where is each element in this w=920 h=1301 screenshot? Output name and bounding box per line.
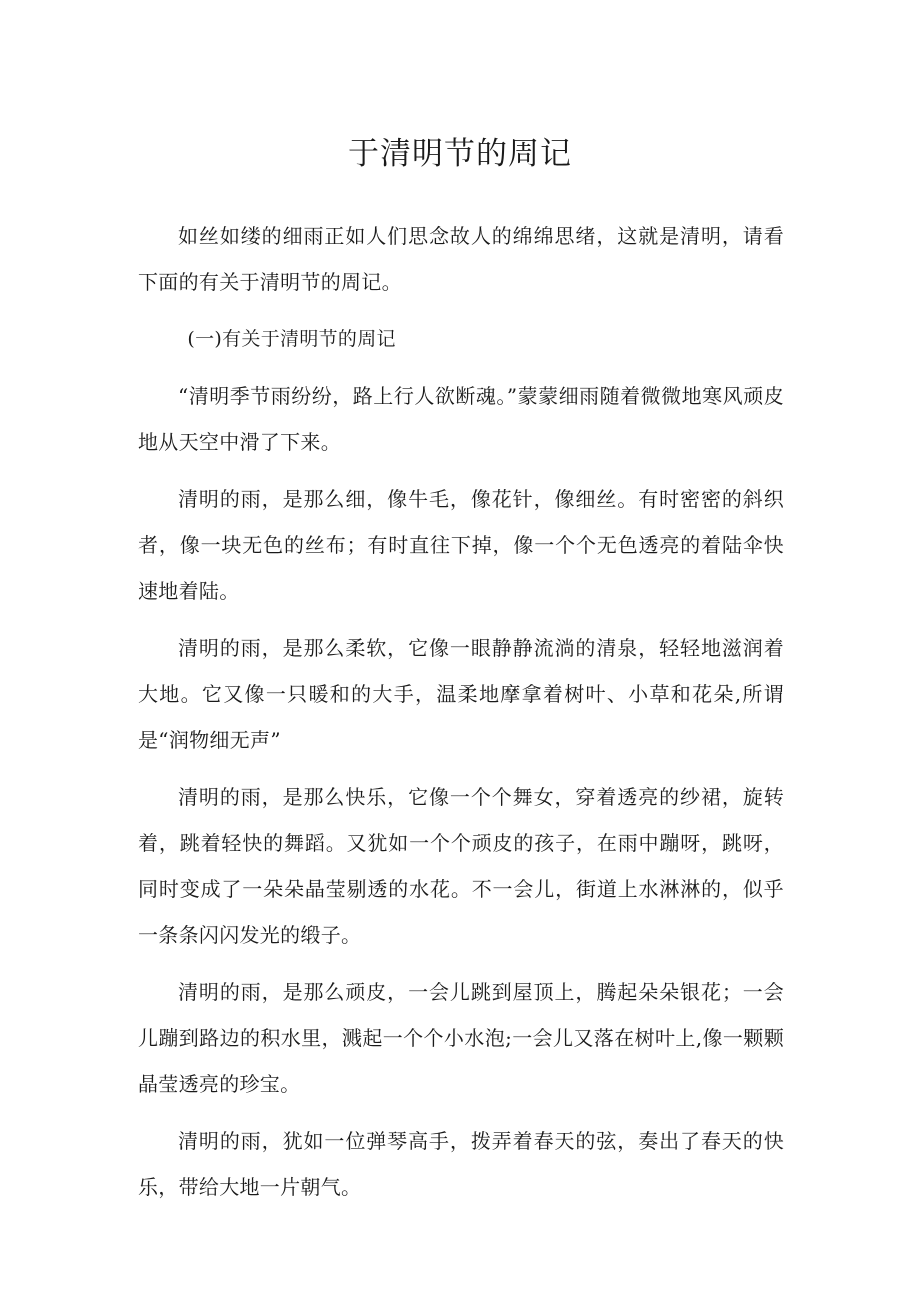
paragraph-poem-quote: “清明季节雨纷纷，路上行人欲断魂。”蒙蒙细雨随着微微地寒风顽皮地从天空中滑了下来。	[138, 384, 784, 454]
paragraph-rain-musician: 清明的雨，犹如一位弹琴高手，拨弄着春天的弦，奏出了春天的快乐，带给大地一片朝气。	[138, 1129, 784, 1199]
section-heading: (一)有关于清明节的周记	[187, 328, 396, 350]
paragraph-intro: 如丝如缕的细雨正如人们思念故人的绵绵思绪，这就是清明，请看下面的有关于清明节的周记。	[138, 224, 784, 294]
document-body	[138, 213, 784, 1221]
paragraph-rain-soft: 清明的雨，是那么柔软，它像一眼静静流淌的清泉，轻轻地滋润着大地。它又像一只暖和的大手，温柔地摩拿着树叶、小草和花朵,所谓是“润物细无声”	[138, 636, 784, 752]
paragraph-rain-playful: 清明的雨，是那么顽皮，一会儿跳到屋顶上，腾起朵朵银花；一会儿蹦到路边的积水里，溅起一个个小水泡;一会儿又落在树叶上,像一颗颗晶莹透亮的珍宝。	[138, 980, 784, 1096]
paragraph-rain-fine: 清明的雨，是那么细，像牛毛，像花针，像细丝。有时密密的斜织者，像一块无色的丝布；有时直往下掉，像一个个无色透亮的着陆伞快速地着陆。	[138, 487, 784, 603]
document-title: 于清明节的周记	[348, 136, 572, 172]
paragraph-rain-happy: 清明的雨，是那么快乐，它像一个个舞女，穿着透亮的纱裙，旋转着，跳着轻快的舞蹈。又犹如一个个顽皮的孩子，在雨中蹦呀，跳呀，同时变成了一朵朵晶莹剔透的水花。不一会儿，街道上水淋淋的，似乎一条条闪闪发光的缎子。	[138, 785, 784, 947]
